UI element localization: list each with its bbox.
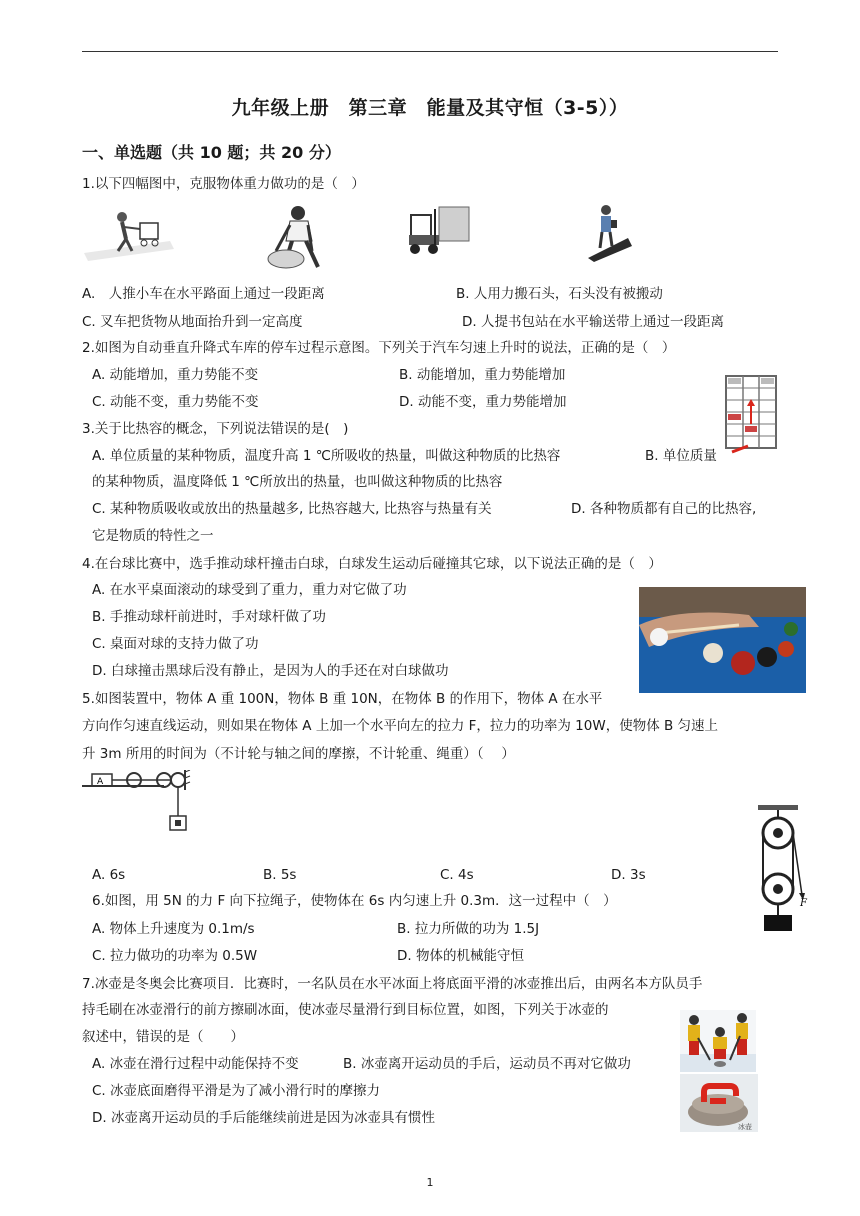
q3-option-b: B. 单位质量	[645, 448, 717, 464]
q7-option-c: C. 冰壶底面磨得平滑是为了减小滑行时的摩擦力	[92, 1083, 381, 1099]
q7-option-a: A. 冰壶在滑行过程中动能保持不变	[92, 1056, 299, 1072]
q7-image-caption: 冰壶	[738, 1123, 752, 1131]
q3-option-ab-continuation: 的某种物质，温度降低 1 ℃所放出的热量，也叫做这种物质的比热容	[92, 474, 503, 490]
q2-option-d: D. 动能不变，重力势能增加	[399, 394, 567, 410]
q2-option-a: A. 动能增加，重力势能不变	[92, 367, 259, 383]
q7-stem-line2: 持毛刷在冰壶滑行的前方擦刷冰面，使冰壶尽量滑行到目标位置，如图，下列关于冰壶的	[82, 1002, 609, 1018]
q6-image-pulley-block	[752, 803, 812, 933]
q4-option-d: D. 白球撞击黑球后没有静止，是因为人的手还在对白球做功	[92, 663, 449, 679]
q3-option-d-continuation: 它是物质的特性之一	[92, 528, 214, 544]
q1-image-d-escalator	[584, 202, 634, 262]
page-title: 九年级上册 第三章 能量及其守恒（3-5））	[231, 97, 629, 119]
q4-option-b: B. 手推动球杆前进时，手对球杆做了功	[92, 609, 326, 625]
q5-option-a: A. 6s	[92, 867, 126, 883]
q1-option-a: A. 人推小车在水平路面上通过一段距离	[82, 286, 325, 302]
q1-option-b: B. 人用力搬石头，石头没有被搬动	[456, 286, 663, 302]
q3-option-a: A. 单位质量的某种物质，温度升高 1 ℃所吸收的热量，叫做这种物质的比热容	[92, 448, 561, 464]
header-rule	[82, 51, 778, 52]
q5-stem-line1: 5.如图装置中，物体 A 重 100N，物体 B 重 10N，在物体 B 的作用下，物体 A 在水平	[82, 691, 603, 707]
page-number: 1	[426, 1176, 434, 1189]
q6-option-c: C. 拉力做功的功率为 0.5W	[92, 948, 258, 964]
q3-stem: 3.关于比热容的概念，下列说法错误的是( )	[82, 421, 349, 437]
q5-option-d: D. 3s	[611, 867, 646, 883]
q4-image-billiards	[639, 587, 806, 693]
q1-image-a-cart	[84, 203, 174, 263]
q5-image-pulley-system	[82, 770, 210, 832]
q7-stem-line1: 7.冰壶是冬奥会比赛项目．比赛时，一名队员在水平冰面上将底面平滑的冰壶推出后，由两名本方队员手	[82, 976, 703, 992]
q7-stem-line3: 叙述中，错误的是（ ）	[82, 1029, 244, 1045]
q6-force-label: F	[800, 898, 807, 909]
q1-image-c-forklift	[407, 205, 471, 255]
q4-stem: 4.在台球比赛中，选手推动球杆撞击白球，白球发生运动后碰撞其它球，以下说法正确的是（ ）	[82, 556, 662, 572]
q1-option-c: C. 叉车把货物从地面抬升到一定高度	[82, 314, 303, 330]
q2-option-c: C. 动能不变，重力势能不变	[92, 394, 259, 410]
q3-option-c: C. 某种物质吸收或放出的热量越多, 比热容越大, 比热容与热量有关	[92, 501, 492, 517]
q6-option-d: D. 物体的机械能守恒	[397, 948, 524, 964]
q5-option-b: B. 5s	[263, 867, 297, 883]
q4-option-a: A. 在水平桌面滚动的球受到了重力，重力对它做了功	[92, 582, 407, 598]
q1-stem: 1.以下四幅图中，克服物体重力做功的是（ ）	[82, 176, 365, 192]
q6-stem: 6.如图，用 5N 的力 F 向下拉绳子，使物体在 6s 内匀速上升 0.3m．这一过程中（ ）	[92, 893, 617, 909]
q3-option-d: D. 各种物质都有自己的比热容,	[571, 501, 757, 517]
q4-option-c: C. 桌面对球的支持力做了功	[92, 636, 259, 652]
section-heading: 一、单选题（共 10 题；共 20 分）	[82, 143, 341, 162]
q2-option-b: B. 动能增加，重力势能增加	[399, 367, 566, 383]
q7-image-curling-stone	[680, 1074, 758, 1132]
q7-option-d: D. 冰壶离开运动员的手后能继续前进是因为冰壶具有惯性	[92, 1110, 435, 1126]
q1-image-b-stone	[260, 203, 330, 275]
q5-block-a-label: A	[97, 777, 104, 787]
q5-stem-line3: 升 3m 所用的时间为（不计轮与轴之间的摩擦，不计轮重、绳重）（ ）	[82, 746, 515, 762]
q7-option-b: B. 冰壶离开运动员的手后，运动员不再对它做功	[343, 1056, 631, 1072]
q1-option-d: D. 人提书包站在水平输送带上通过一段距离	[462, 314, 724, 330]
q6-option-b: B. 拉力所做的功为 1.5J	[397, 921, 540, 937]
q7-image-curling-players	[680, 1010, 756, 1072]
q5-option-c: C. 4s	[440, 867, 474, 883]
q2-stem: 2.如图为自动垂直升降式车库的停车过程示意图。下列关于汽车匀速上升时的说法，正确的是（ ）	[82, 340, 676, 356]
q2-image-parking-garage	[718, 372, 780, 454]
q5-stem-line2: 方向作匀速直线运动，则如果在物体 A 上加一个水平向左的拉力 F，拉力的功率为 10W，使物体 B 匀速上	[82, 718, 719, 734]
q6-option-a: A. 物体上升速度为 0.1m/s	[92, 921, 255, 937]
